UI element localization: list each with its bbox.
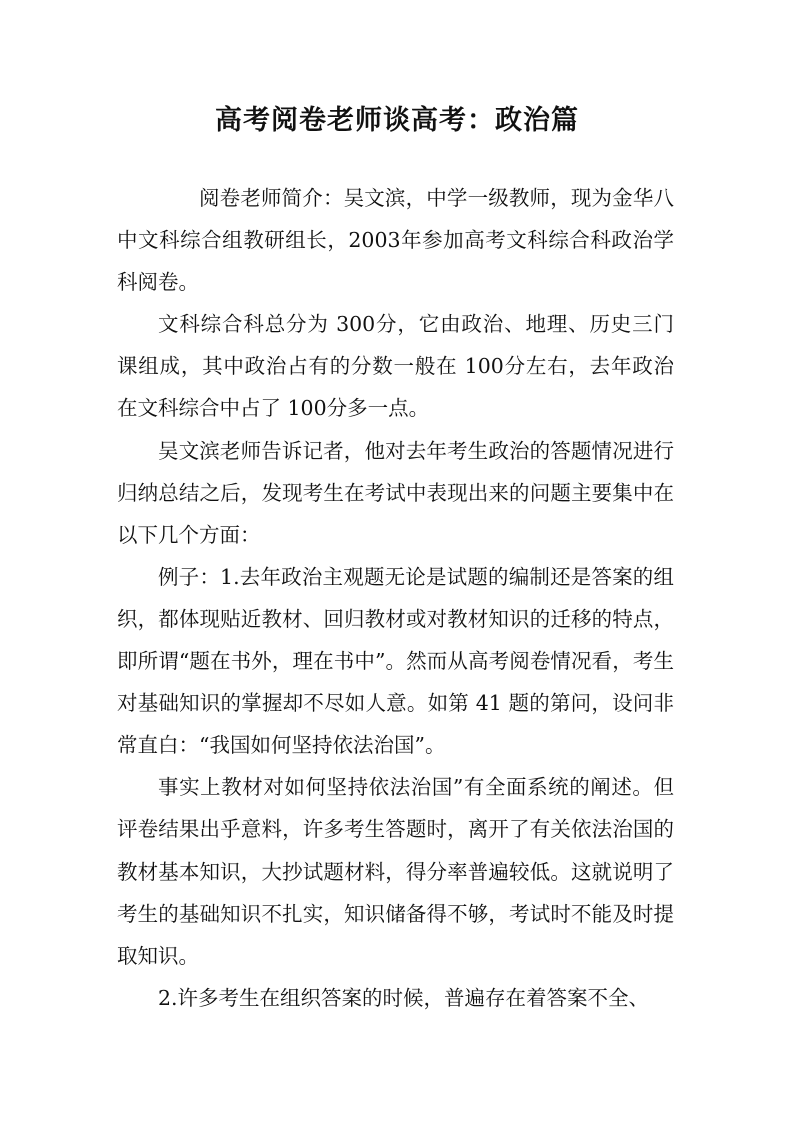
paragraph-score-overview: 文科综合科总分为 300分，它由政治、地理、历史三门课组成，其中政治占有的分数一般在 100分左右，去年政治在文科综合中占了 100分多一点。 (117, 312, 674, 421)
paragraph-example-one: 例子：1.去年政治主观题无论是试题的编制还是答案的组织，都体现贴近教材、回归教材或对教材知识的迁移的特点，即所谓“题在书外，理在书中”。然而从高考阅卷情况看，考生对基础知识的掌握却不尽如人意。如第 41 题的第问，设问非常直白：“我国如何坚持依法治国”。 (117, 564, 674, 758)
article-body (117, 177, 674, 1019)
paragraph-summary: 吴文滨老师告诉记者，他对去年考生政治的答题情况进行归纳总结之后，发现考生在考试中表现出来的问题主要集中在以下几个方面： (117, 438, 674, 547)
paragraph-point-two: 2.许多考生在组织答案的时候，普遍存在着答案不全、 (158, 985, 650, 1010)
paragraph-teacher-intro: 阅卷老师简介：吴文滨，中学一级教师，现为金华八中文科综合组教研组长，2003年参加高考文科综合科政治学科阅卷。 (117, 186, 674, 295)
paragraph-analysis: 事实上教材对如何坚持依法治国”有全面系统的阐述。但评卷结果出乎意料，许多考生答题时，离开了有关依法治国的教材基本知识，大抄试题材料，得分率普遍较低。这就说明了考生的基础知识不扎实，知识储备得不够，考试时不能及时提取知识。 (117, 775, 674, 968)
page-title: 高考阅卷老师谈高考：政治篇 (215, 105, 579, 136)
